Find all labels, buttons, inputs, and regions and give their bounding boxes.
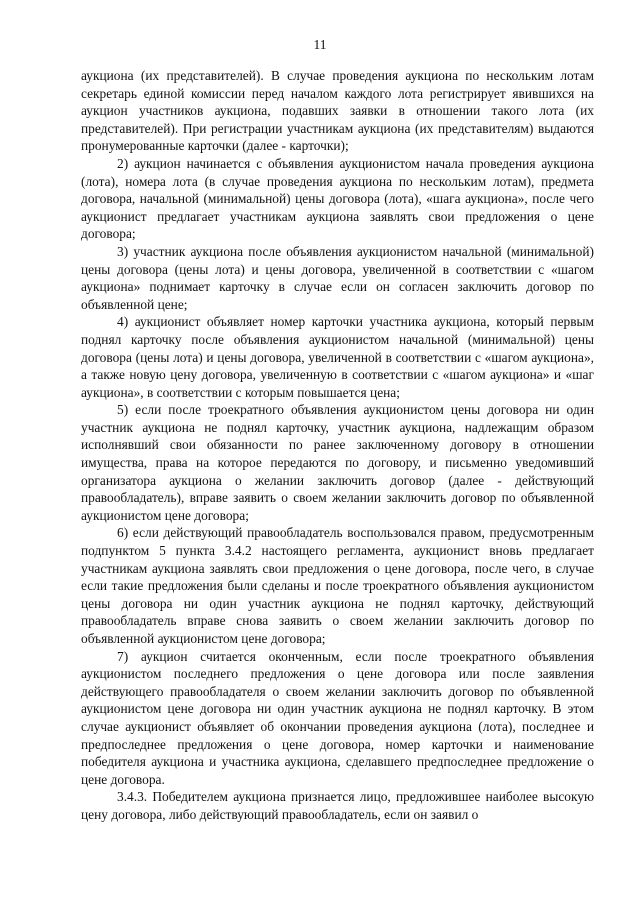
paragraph-item-5: 5) если после троекратного объявления аукционистом цены договора ни один участник аукциона не поднял карточку, участник аукциона, надлежащим образом исполнявший свои обязанности по ранее заключенному договору в отношении имущества, права на которое передаются по договору, и письменно уведомивший организатора аукциона о желании заключить договор (далее - действующий правообладатель), вправе заявить о своем желании заключить договор по объявленной аукционистом цене договора;	[81, 402, 594, 523]
paragraph-item-6: 6) если действующий правообладатель воспользовался правом, предусмотренным подпунктом 5 пункта 3.4.2 настоящего регламента, аукционист вновь предлагает участникам аукциона заявлять свои предложения о цене договора, после чего, в случае если такие предложения были сделаны и после троекратного объявления аукционистом цены договора ни один участник аукциона не поднял карточку, действующий правообладатель вправе снова заявить о своем желании заключить договор по объявленной аукционистом цене договора;	[81, 525, 594, 646]
paragraph-continuation: аукциона (их представителей). В случае проведения аукциона по нескольким лотам секретарь единой комиссии перед началом каждого лота регистрирует явившихся на аукцион участников аукциона, подавших заявки в отношении такого лота (их представителей). При регистрации участникам аукциона (их представителям) выдаются пронумерованные карточки (далее - карточки);	[81, 68, 594, 154]
paragraph-item-2: 2) аукцион начинается с объявления аукционистом начала проведения аукциона (лота), номера лота (в случае проведения аукциона по нескольким лотам), предмета договора, начальной (минимальной) цены договора (лота), «шага аукциона», после чего аукционист предлагает участникам аукциона заявлять свои предложения о цене договора;	[81, 155, 594, 242]
paragraph-item-3: 3) участник аукциона после объявления аукционистом начальной (минимальной) цены договора (цены лота) и цены договора, увеличенной в соответствии с «шагом аукциона» поднимает карточку в случае если он согласен заключить договор по объявленной цене;	[81, 243, 594, 312]
page-number: 11	[313, 37, 327, 52]
document-body	[81, 67, 594, 824]
paragraph-item-7: 7) аукцион считается оконченным, если после троекратного объявления аукционистом последнего предложения о цене договора или после заявления действующего правообладателя о своем желании заключить договор по объявленной аукционистом цене договора ни один участник аукциона не поднял карточку. В этом случае аукционист объявляет об окончании проведения аукциона (лота), последнее и предпоследнее предложения о цене договора, номер карточки и наименование победителя аукциона и участника аукциона, сделавшего предпоследнее предложение о цене договора.	[81, 648, 594, 787]
paragraph-section-3-4-3: 3.4.3. Победителем аукциона признается лицо, предложившее наиболее высокую цену договора, либо действующий правообладатель, если он заявил о	[81, 789, 594, 822]
paragraph-item-4: 4) аукционист объявляет номер карточки участника аукциона, который первым поднял карточку после объявления аукционистом начальной (минимальной) цены договора (цены лота) и цены договора, увеличенной в соответствии с «шагом аукциона», а также новую цену договора, увеличенную в соответствии с «шагом аукциона» и «шаг аукциона», в соответствии с которым повышается цена;	[81, 314, 594, 400]
